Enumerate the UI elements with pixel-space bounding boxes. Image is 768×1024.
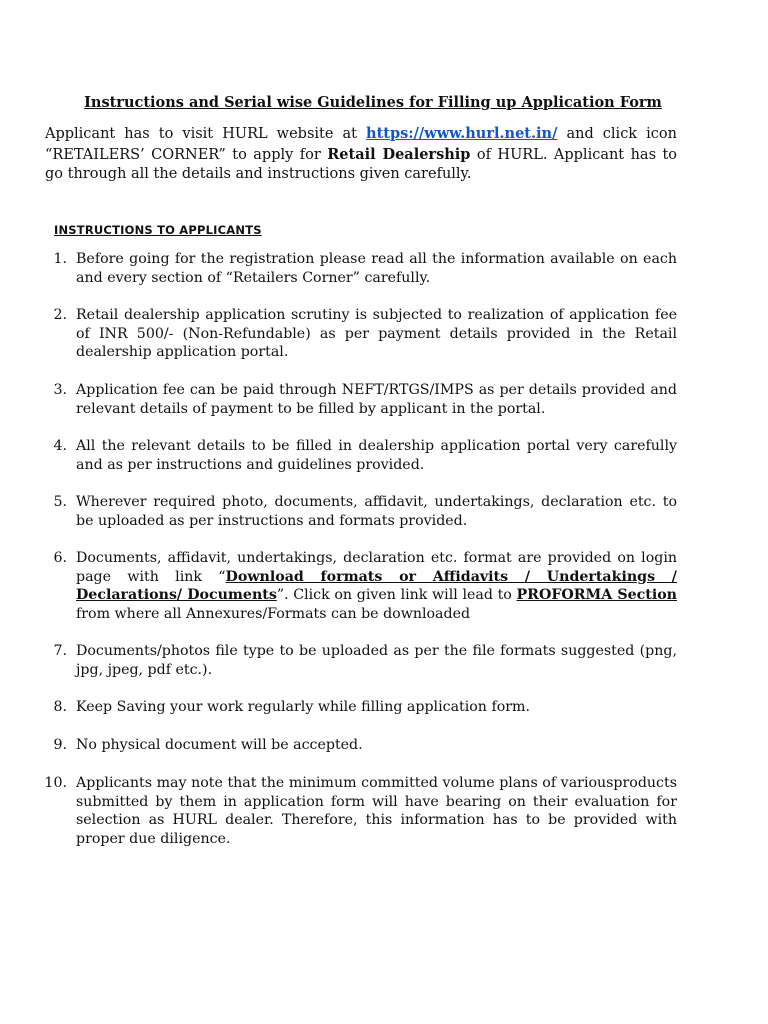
- item-6-text-pre: Documents, affidavit, undertakings, declaration etc. format are provided on login page with link “: [76, 550, 677, 585]
- item-number: 6.: [53, 550, 67, 566]
- item-text: Application fee can be paid through NEFT/RTGS/IMPS as per details provided and relevant details of payment to be filled by applicant in the portal.: [76, 382, 677, 417]
- intro-text-2: and click icon “RETAILERS’ CORNER” to apply for: [45, 126, 677, 163]
- item-text: Documents/photos file type to be uploaded as per the file formats suggested (png, jpg, jpeg, pdf etc.).: [76, 643, 677, 678]
- item-text: Keep Saving your work regularly while filling application form.: [76, 699, 530, 715]
- item-text: [76, 549, 677, 623]
- item-6-text-post: from where all Annexures/Formats can be downloaded: [76, 605, 471, 622]
- intro-text-1: Applicant has to visit HURL website at: [45, 126, 367, 142]
- item-number: 4.: [53, 438, 67, 454]
- download-formats-link[interactable]: Download formats or Affidavits / Undertakings / Declarations/ Documents: [76, 568, 677, 603]
- document-title: Instructions and Serial wise Guidelines for Filling up Application Form: [84, 94, 662, 111]
- item-number: 2.: [53, 307, 67, 323]
- item-number: 8.: [53, 699, 67, 715]
- item-text: No physical document will be accepted.: [76, 737, 363, 753]
- item-number: 5.: [53, 494, 67, 510]
- intro-text-3: of HURL. Applicant has to go through all the details and instructions given carefully.: [45, 146, 678, 182]
- item-number: 3.: [53, 382, 67, 398]
- item-text: Retail dealership application scrutiny is subjected to realization of application fee of INR 500/- (Non-Refundable) as per payment details provided in the Retail dealership application portal.: [76, 307, 677, 360]
- section-heading: INSTRUCTIONS TO APPLICANTS: [54, 223, 262, 237]
- item-text: Before going for the registration please read all the information available on each and every section of “Retailers Corner” carefully.: [76, 251, 677, 286]
- item-text: Wherever required photo, documents, affidavit, undertakings, declaration etc. to be uploaded as per instructions and formats provided.: [76, 494, 677, 529]
- intro-bold-retail-dealership: Retail Dealership: [327, 145, 471, 163]
- item-number: 7.: [53, 643, 67, 659]
- item-text: All the relevant details to be filled in dealership application portal very carefully and as per instructions and guidelines provided.: [76, 438, 677, 473]
- proforma-section-text: PROFORMA Section: [516, 587, 677, 603]
- item-number: 10.: [44, 775, 67, 791]
- item-6-text-mid: ”. Click on given link will lead to: [276, 587, 517, 603]
- item-number: 1.: [53, 251, 67, 267]
- hurl-website-link[interactable]: https://www.hurl.net.in/: [366, 125, 558, 142]
- item-text: Applicants may note that the minimum committed volume plans of variousproducts submitted by them in application form will have bearing on their evaluation for selection as HURL dealer. Therefore, this information has to be provided with proper due diligence.: [76, 775, 677, 847]
- intro-paragraph: [45, 124, 677, 185]
- item-number: 9.: [53, 737, 67, 753]
